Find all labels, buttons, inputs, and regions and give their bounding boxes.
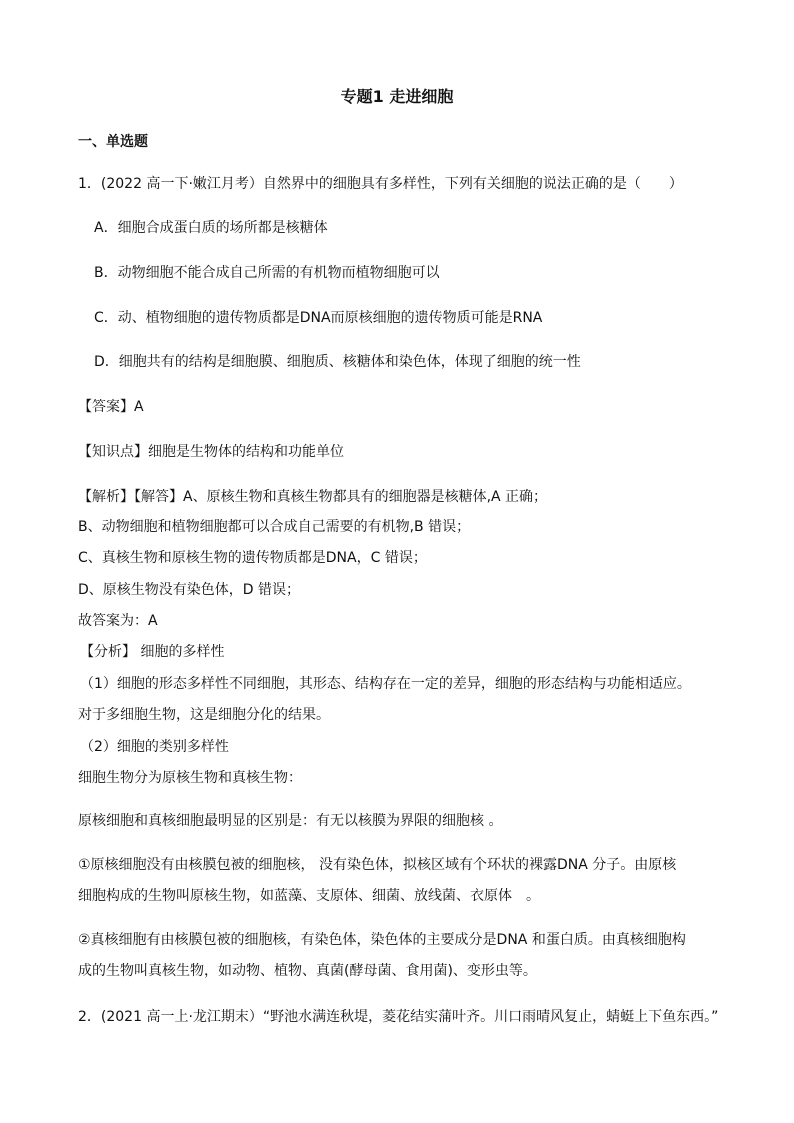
analysis-line: （2）细胞的类别多样性 — [80, 739, 229, 755]
analysis-line: 故答案为：A — [78, 613, 158, 629]
question-1-option-a: A．细胞合成蛋白质的场所都是核糖体 — [94, 220, 328, 236]
analysis-line: 细胞构成的生物叫原核生物，如蓝藻、支原体、细菌、放线菌、衣原体 。 — [78, 888, 540, 904]
analysis-line: ②真核细胞有由核膜包被的细胞核，有染色体，染色体的主要成分是DNA 和蛋白质。由真核细胞构 — [78, 932, 686, 948]
analysis-line: （1）细胞的形态多样性不同细胞，其形态、结构存在一定的差异，细胞的形态结构与功能相适应。 — [80, 676, 691, 692]
analysis-line: 【分析】 细胞的多样性 — [80, 644, 225, 660]
analysis-line: 细胞生物分为原核生物和真核生物： — [78, 770, 302, 786]
analysis-line: ①原核细胞没有由核膜包被的细胞核， 没有染色体，拟核区域有个环状的裸露DNA 分子。由原核 — [78, 857, 677, 873]
question-1-option-c: C．动、植物细胞的遗传物质都是DNA而原核细胞的遗传物质可能是RNA — [94, 310, 543, 326]
question-1-option-b: B．动物细胞不能合成自己所需的有机物而植物细胞可以 — [94, 265, 440, 281]
question-1-option-d: D．细胞共有的结构是细胞膜、细胞质、核糖体和染色体，体现了细胞的统一性 — [94, 354, 581, 370]
analysis-line: 成的生物叫真核生物，如动物、植物、真菌(酵母菌、食用菌)、变形虫等。 — [78, 963, 537, 979]
analysis-line: B、动物细胞和植物细胞都可以合成自己需要的有机物,B 错误； — [78, 519, 471, 535]
page-title: 专题1 走进细胞 — [340, 87, 454, 106]
question-1-stem: 1．(2022 高一下·嫩江月考）自然界中的细胞具有多样性，下列有关细胞的说法正确的是（ ） — [78, 176, 683, 192]
analysis-line: 【解析】【解答】A、原核生物和真核生物都具有的细胞器是核糖体,A 正确； — [78, 489, 548, 505]
question-1-knowledge-point: 【知识点】细胞是生物体的结构和功能单位 — [78, 444, 344, 460]
analysis-line: 原核细胞和真核细胞最明显的区别是：有无以核膜为界限的细胞核 。 — [78, 813, 503, 829]
question-2-stem: 2．(2021 高一上·龙江期末）“野池水满连秋堤，菱花结实蒲叶齐。川口雨晴风复止，蜻蜓上下鱼东西。” — [78, 1009, 719, 1025]
section-heading: 一、单选题 — [78, 134, 148, 150]
analysis-line: C、真核生物和原核生物的遗传物质都是DNA，C 错误； — [78, 550, 427, 566]
analysis-line: 对于多细胞生物，这是细胞分化的结果。 — [78, 707, 330, 723]
analysis-line: D、原核生物没有染色体，D 错误； — [78, 582, 301, 598]
question-1-answer: 【答案】A — [78, 399, 144, 415]
